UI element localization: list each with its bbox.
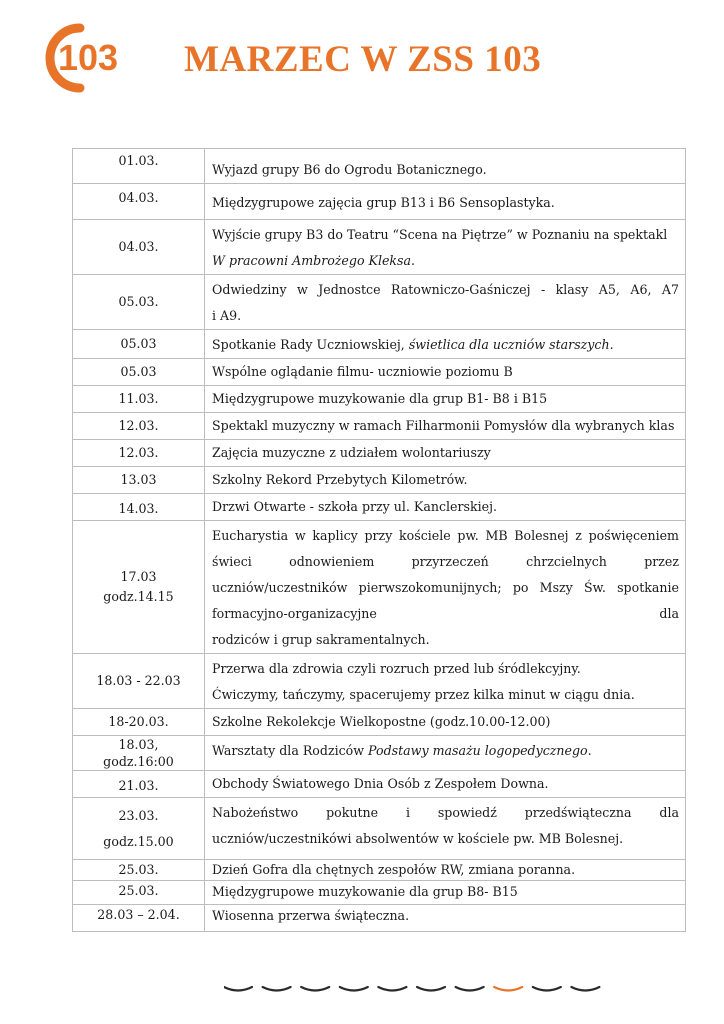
workshop-title-italic: Podstawy masażu logopedycznego: [368, 743, 588, 758]
table-row: [73, 275, 686, 330]
footer-dash-row: [224, 985, 684, 997]
event-description: Międzygrupowe zajęcia grup B13 i B6 Sensoplastyka.: [205, 184, 686, 220]
event-description: Wspólne oglądanie filmu- uczniowie poziomu B: [205, 359, 686, 386]
event-description: Drzwi Otwarte - szkoła przy ul. Kanclerskiej.: [205, 494, 686, 521]
table-row: [73, 771, 686, 798]
footer-dash: [301, 987, 329, 991]
event-date: 04.03.: [73, 184, 205, 220]
event-date: 25.03.: [73, 881, 205, 905]
event-description: Nabożeństwo pokutne i spowiedź przedświąteczna dla uczniów/uczestnikówi absolwentów w kościele pw. MB Bolesnej.: [205, 798, 686, 860]
table-row: [73, 440, 686, 467]
event-description: Wiosenna przerwa świąteczna.: [205, 905, 686, 932]
event-description: Obchody Światowego Dnia Osób z Zespołem Downa.: [205, 771, 686, 798]
table-row: [73, 467, 686, 494]
table-row: [73, 736, 686, 771]
footer-dash: [456, 987, 484, 991]
table-row: [73, 521, 686, 654]
logo-text: 103: [58, 37, 119, 78]
event-date: 18.03 - 22.03: [73, 654, 205, 709]
event-description: Warsztaty dla Rodziców Podstawy masażu logopedycznego.: [205, 736, 686, 771]
table-row: [73, 330, 686, 359]
event-date: 12.03.: [73, 440, 205, 467]
footer-dash: [571, 987, 599, 991]
events-table: [72, 148, 686, 932]
event-date: 01.03.: [73, 149, 205, 184]
event-date: 18.03, godz.16:00: [73, 736, 205, 771]
table-row: [73, 149, 686, 184]
table-row: [73, 184, 686, 220]
table-row: [73, 709, 686, 736]
table-row: [73, 654, 686, 709]
event-date: 04.03.: [73, 220, 205, 275]
event-description: Szkolny Rekord Przebytych Kilometrów.: [205, 467, 686, 494]
footer-dash: [263, 987, 291, 991]
event-date: 23.03. godz.15.00: [73, 798, 205, 860]
table-row: [73, 905, 686, 932]
footer-dash: [417, 987, 445, 991]
event-description: Wyjście grupy B3 do Teatru “Scena na Piętrze” w Poznaniu na spektakl W pracowni Ambrożego Kleksa.: [205, 220, 686, 275]
table-row: [73, 413, 686, 440]
footer-dash: [340, 987, 368, 991]
event-date: 11.03.: [73, 386, 205, 413]
event-date: 25.03.: [73, 860, 205, 881]
event-date: 21.03.: [73, 771, 205, 798]
page-title: MARZEC W ZSS 103: [184, 39, 542, 80]
table-row: [73, 386, 686, 413]
event-date: 18-20.03.: [73, 709, 205, 736]
event-date: 28.03 – 2.04.: [73, 905, 205, 932]
event-description: Przerwa dla zdrowia czyli rozruch przed lub śródlekcyjny. Ćwiczymy, tańczymy, spacerujemy przez kilka minut w ciągu dnia.: [205, 654, 686, 709]
table-row: [73, 860, 686, 881]
event-date: 12.03.: [73, 413, 205, 440]
event-description: Spektakl muzyczny w ramach Filharmonii Pomysłów dla wybranych klas: [205, 413, 686, 440]
table-row: [73, 494, 686, 521]
event-date: 05.03: [73, 330, 205, 359]
table-row: [73, 220, 686, 275]
event-date: 05.03: [73, 359, 205, 386]
event-title-italic: W pracowni Ambrożego Kleksa: [212, 253, 412, 268]
event-location-italic: świetlica dla uczniów starszych.: [408, 337, 614, 352]
event-description: Międzygrupowe muzykowanie dla grup B1- B8 i B15: [205, 386, 686, 413]
event-description: Zajęcia muzyczne z udziałem wolontariuszy: [205, 440, 686, 467]
table-row: [73, 359, 686, 386]
event-description: Wyjazd grupy B6 do Ogrodu Botanicznego.: [205, 149, 686, 184]
event-description: Eucharystia w kaplicy przy kościele pw. MB Bolesnej z poświęceniem świeci odnowieniem przyrzeczeń chrzcielnych przez uczniów/uczestników pierwszokomunijnych; po Mszy Św. spotkanie formacyjno-organizacyjne dla rodziców i grup sakramentalnych.: [205, 521, 686, 654]
footer-dashes: [224, 982, 684, 994]
footer-dash: [533, 987, 561, 991]
footer-dash-active: [494, 987, 522, 991]
footer-dash: [224, 987, 252, 991]
event-date: 17.03 godz.14.15: [73, 521, 205, 654]
table-row: [73, 798, 686, 860]
event-date: 05.03.: [73, 275, 205, 330]
event-description: Szkolne Rekolekcje Wielkopostne (godz.10.00-12.00): [205, 709, 686, 736]
event-description: Międzygrupowe muzykowanie dla grup B8- B15: [205, 881, 686, 905]
event-date: 13.03: [73, 467, 205, 494]
event-date: 14.03.: [73, 494, 205, 521]
table-row: [73, 881, 686, 905]
event-description: Dzień Gofra dla chętnych zespołów RW, zmiana poranna.: [205, 860, 686, 881]
footer-dash: [378, 987, 406, 991]
school-logo: [36, 22, 132, 94]
event-description: Odwiedziny w Jednostce Ratowniczo-Gaśniczej - klasy A5, A6, A7 i A9.: [205, 275, 686, 330]
event-description: Spotkanie Rady Uczniowskiej, świetlica dla uczniów starszych.: [205, 330, 686, 359]
